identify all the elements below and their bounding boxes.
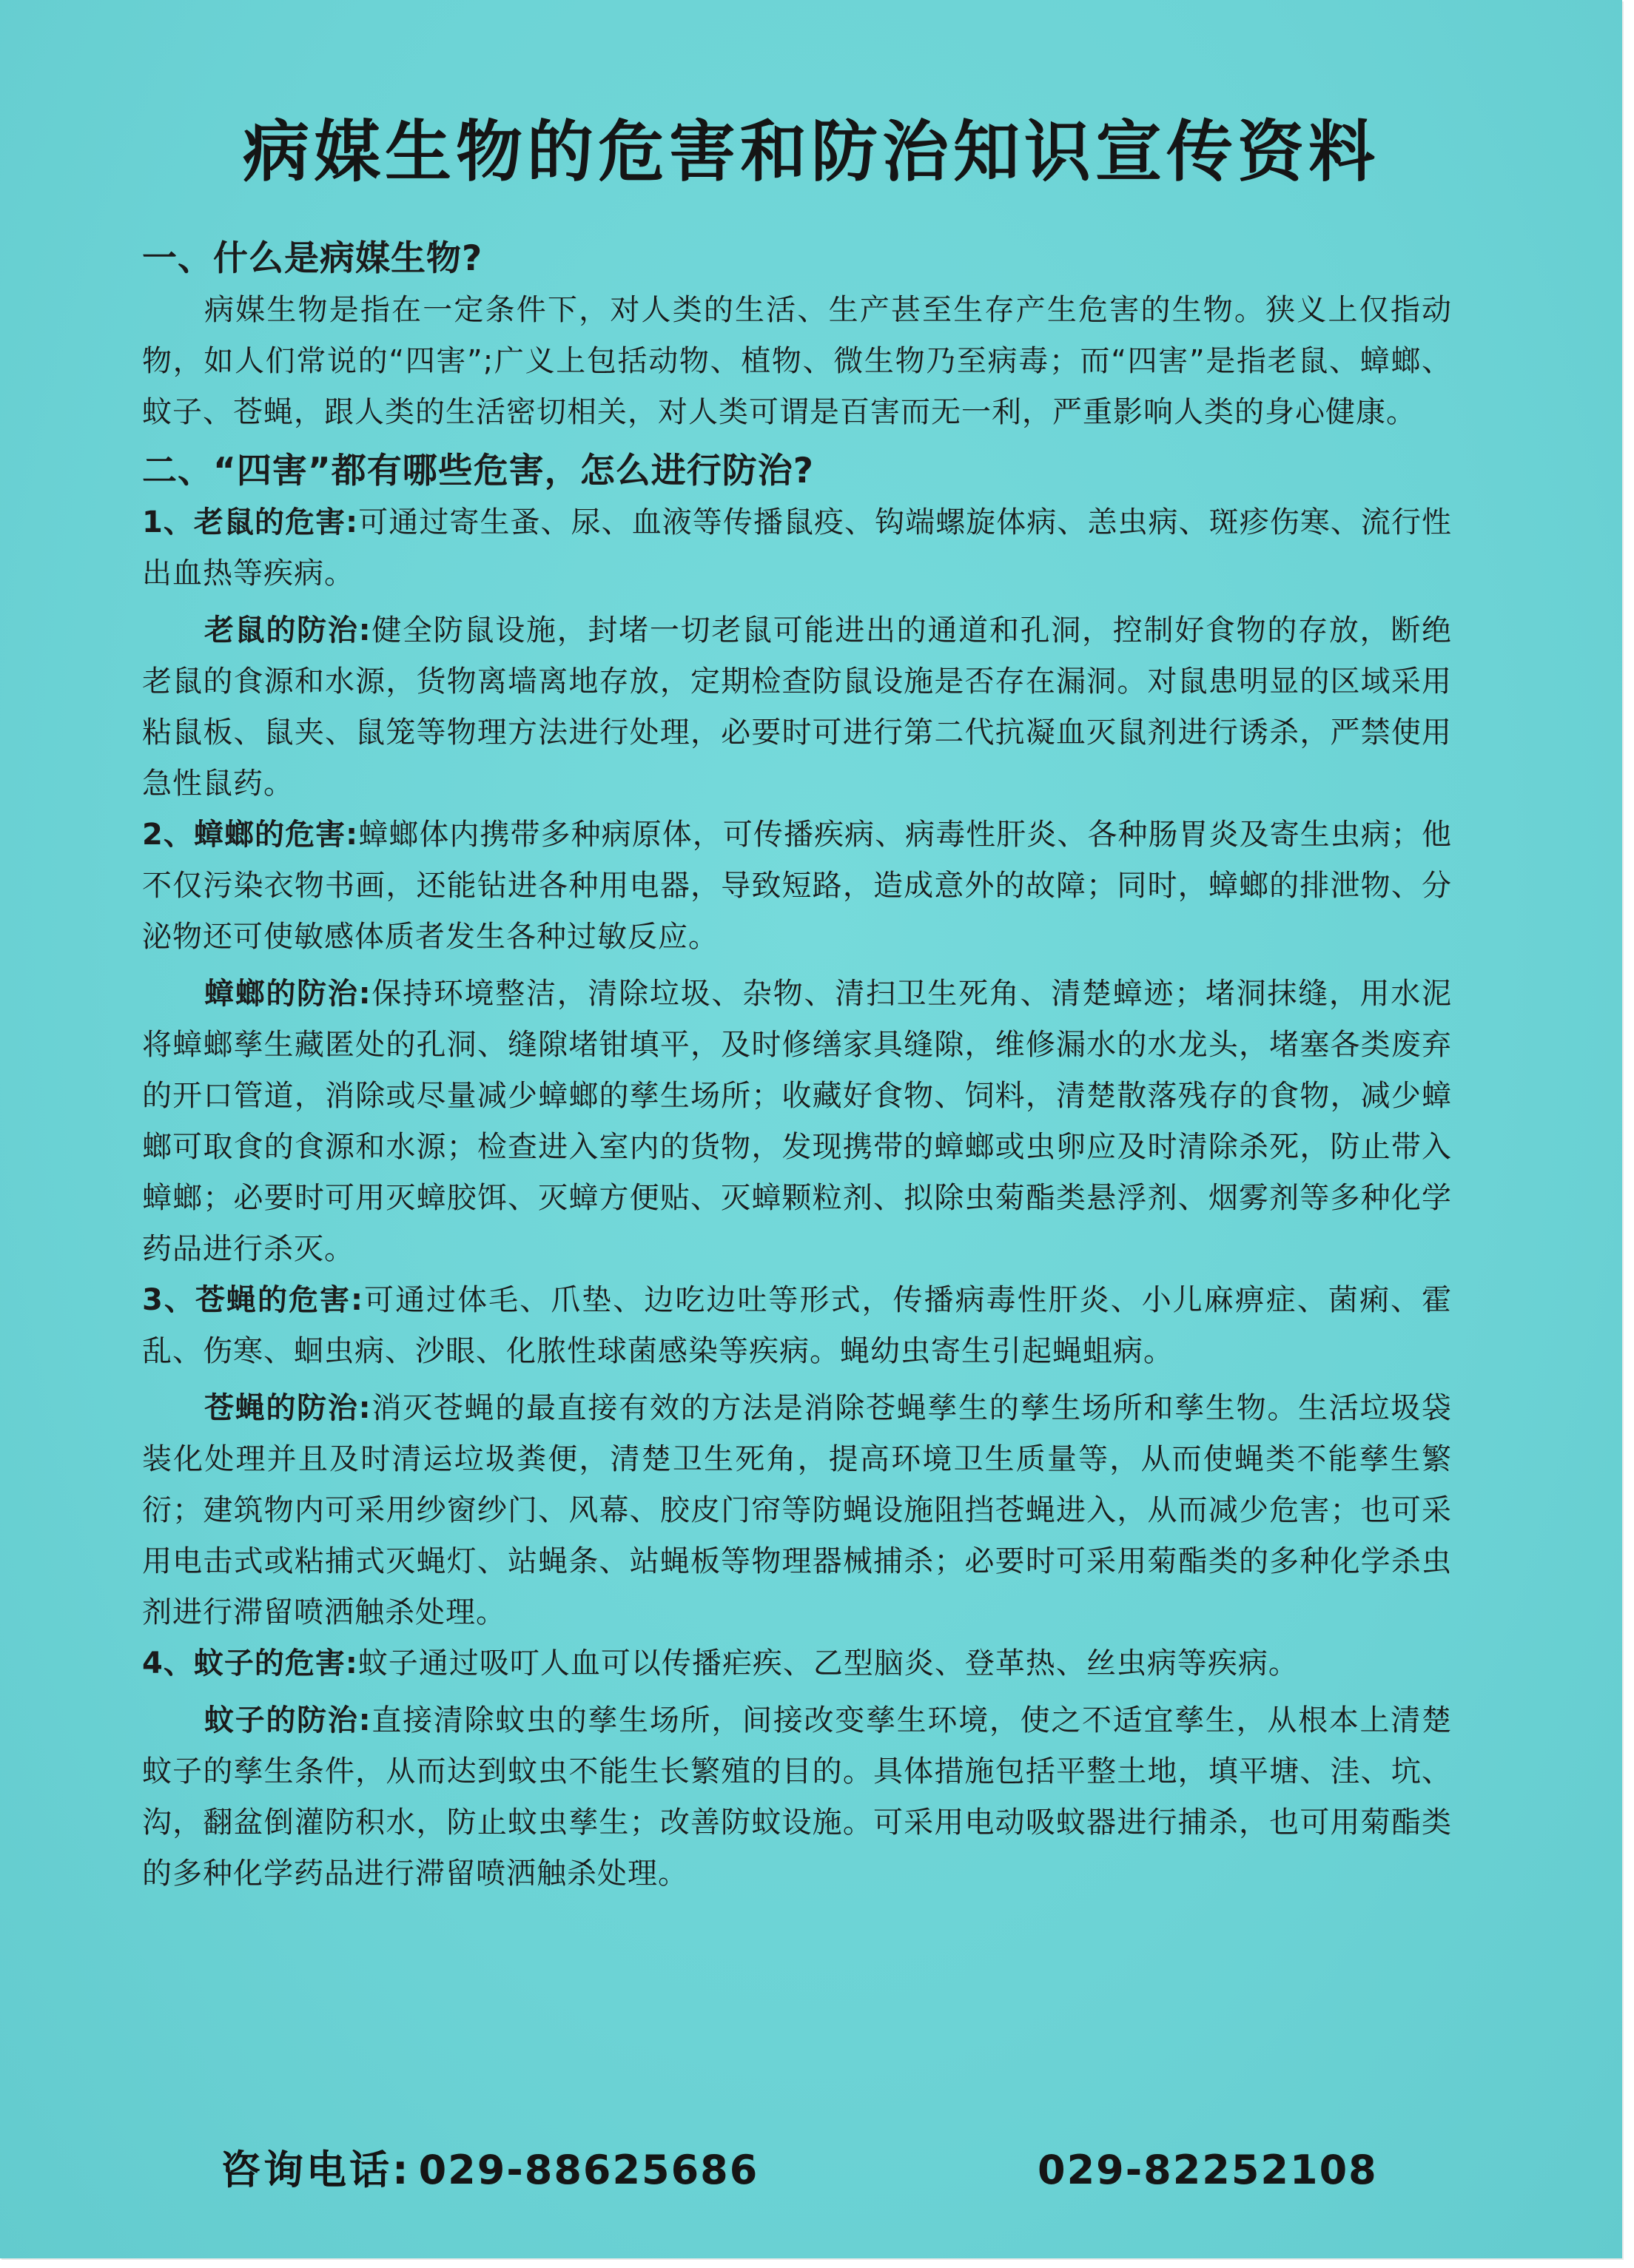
section-paragraph-definition: 病媒生物是指在一定条件下，对人类的生活、生产甚至生存产生危害的生物。狭义上仅指动物，如人们常说的“四害”;广义上包括动物、植物、微生物乃至病毒；而“四害”是指老鼠、蟑螂、蚊子、苍蝇，跟人类的生活密切相关，对人类可谓是百害而无一利，严重影响人类的身心健康。 bbox=[142, 293, 1452, 429]
cockroach-hazard-text: 蟑螂体内携带多种病原体，可传播疾病、病毒性肝炎、各种肠胃炎及寄生虫病；他不仅污染衣物书画，还能钻进各种用电器，导致短路，造成意外的故障；同时，蟑螂的排泄物、分泌物还可使敏感体质者发生各种过敏反应。 bbox=[142, 818, 1453, 954]
fly-control-text: 消灭苍蝇的最直接有效的方法是消除苍蝇孳生的孳生场所和孳生物。生活垃圾袋装化处理并且及时清运垃圾粪便，清楚卫生死角，提高环境卫生质量等，从而使蝇类不能孳生繁衍；建筑物内可采用纱窗纱门、风幕、胶皮门帘等防蝇设施阻挡苍蝇进入，从而减少危害；也可采用电击式或粘捕式灭蝇灯、站蝇条、站蝇板等物理器械捕杀；必要时可采用菊酯类的多种化学杀虫剂进行滞留喷洒触杀处理。 bbox=[142, 1391, 1452, 1629]
mosquito-hazard-label: 4、蚊子的危害: bbox=[142, 1646, 358, 1680]
document-body bbox=[142, 233, 1452, 1899]
rat-hazard-text: 可通过寄生蚤、尿、血液等传播鼠疫、钩端螺旋体病、恙虫病、斑疹伤寒、流行性出血热等疾病。 bbox=[142, 505, 1453, 590]
cockroach-hazard-paragraph bbox=[142, 810, 1452, 963]
rat-control-paragraph bbox=[142, 605, 1452, 810]
section-heading-what-are-vectors: 一、什么是病媒生物? bbox=[142, 238, 483, 279]
mosquito-control-label: 蚊子的防治: bbox=[204, 1703, 371, 1737]
contact-phone-2: 029-82252108 bbox=[1038, 2147, 1378, 2193]
section-heading-hazards-and-control: 二、“四害”都有哪些危害，怎么进行防治? bbox=[142, 451, 815, 491]
cockroach-control-text: 保持环境整洁，清除垃圾、杂物、清扫卫生死角、清楚蟑迹；堵洞抹缝，用水泥将蟑螂孳生藏匿处的孔洞、缝隙堵钳填平，及时修缮家具缝隙，维修漏水的水龙头，堵塞各类废弃的开口管道，消除或尽量减少蟑螂的孳生场所；收藏好食物、饲料，清楚散落残存的食物，减少蟑螂可取食的食源和水源；检查进入室内的货物，发现携带的蟑螂或虫卵应及时清除杀死，防止带入蟑螂；必要时可用灭蟑胶饵、灭蟑方便贴、灭蟑颗粒剂、拟除虫菊酯类悬浮剂、烟雾剂等多种化学药品进行杀灭。 bbox=[142, 977, 1452, 1266]
fly-control-label: 苍蝇的防治: bbox=[204, 1391, 371, 1425]
fly-hazard-label: 3、苍蝇的危害: bbox=[142, 1283, 364, 1317]
rat-control-label: 老鼠的防治: bbox=[204, 613, 371, 647]
mosquito-control-text: 直接清除蚊虫的孳生场所，间接改变孳生环境，使之不适宜孳生，从根本上清楚蚊子的孳生条件，从而达到蚊虫不能生长繁殖的目的。具体措施包括平整土地，填平塘、洼、坑、沟，翻盆倒灌防积水，防止蚊虫孳生；改善防蚊设施。可采用电动吸蚊器进行捕杀，也可用菊酯类的多种化学药品进行滞留喷洒触杀处理。 bbox=[142, 1703, 1452, 1891]
mosquito-hazard-paragraph bbox=[142, 1638, 1452, 1689]
fly-hazard-text: 可通过体毛、爪垫、边吃边吐等形式，传播病毒性肝炎、小儿麻痹症、菌痢、霍乱、伤寒、蛔虫病、沙眼、化脓性球菌感染等疾病。蝇幼虫寄生引起蝇蛆病。 bbox=[142, 1283, 1453, 1368]
fly-hazard-paragraph bbox=[142, 1275, 1452, 1377]
contact-label: 咨询电话: bbox=[221, 2147, 411, 2193]
rat-control-text: 健全防鼠设施，封堵一切老鼠可能进出的通道和孔洞，控制好食物的存放，断绝老鼠的食源和水源，货物离墙离地存放，定期检查防鼠设施是否存在漏洞。对鼠患明显的区域采用粘鼠板、鼠夹、鼠笼等物理方法进行处理，必要时可进行第二代抗凝血灭鼠剂进行诱杀，严禁使用急性鼠药。 bbox=[142, 613, 1452, 801]
cockroach-hazard-label: 2、蟑螂的危害: bbox=[142, 818, 359, 852]
cockroach-control-label: 蟑螂的防治: bbox=[204, 977, 371, 1011]
cockroach-control-paragraph bbox=[142, 969, 1452, 1275]
contact-line bbox=[221, 2144, 759, 2196]
contact-phone-1: 029-88625686 bbox=[418, 2147, 759, 2193]
mosquito-control-paragraph bbox=[142, 1695, 1452, 1899]
mosquito-hazard-text: 蚊子通过吸叮人血可以传播疟疾、乙型脑炎、登革热、丝虫病等疾病。 bbox=[357, 1646, 1299, 1680]
rat-hazard-label: 1、老鼠的危害: bbox=[142, 505, 359, 539]
document-title: 病媒生物的危害和防治知识宣传资料 bbox=[243, 112, 1379, 191]
rat-hazard-paragraph bbox=[142, 497, 1452, 599]
fly-control-paragraph bbox=[142, 1383, 1452, 1638]
